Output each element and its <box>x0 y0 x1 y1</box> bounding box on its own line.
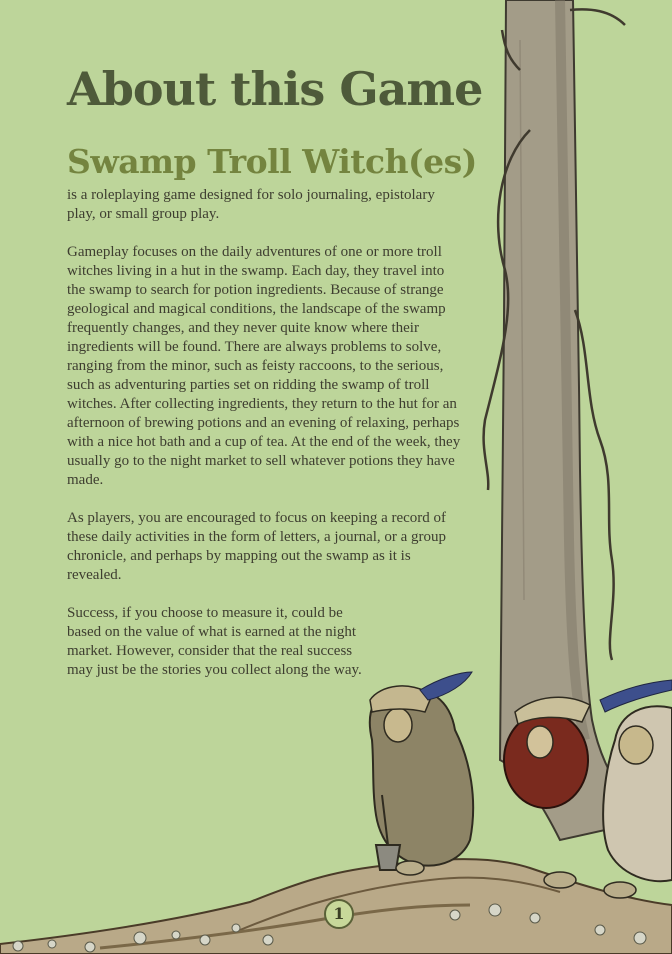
page-title: About this Game <box>67 62 483 116</box>
page-number: 1 <box>324 899 354 929</box>
left-troll-face <box>384 708 412 742</box>
red-troll-hair <box>504 712 588 808</box>
game-name-heading: Swamp Troll Witch(es) <box>67 142 477 181</box>
red-troll-face <box>527 726 553 758</box>
body-text <box>67 186 462 699</box>
paragraph-intro: is a roleplaying game designed for solo journaling, epistolary play, or small group play. <box>67 187 435 222</box>
paragraph-gameplay: Gameplay focuses on the daily adventures of one or more troll witches living in a hut in the swamp. Each day, they travel into the swamp to search for potion ingredients. Because of strange geological and magical conditions, the landscape of the swamp frequently changes, and they never quite know where their ingredients will be found. There are always problems to solve, ranging from the minor, such as feisty raccoons, to the serious, such as adventuring parties set on ridding the swamp of troll witches. After collecting ingredients, they return to the hut for an afternoon of brewing potions and an evening of relaxing, perhaps with a nice hot bath and a cup of tea. At the end of the week, they usually go to the night market to sell whatever potions they have made. <box>67 244 461 488</box>
paragraph-players: As players, you are encouraged to focus on keeping a record of these daily activities in the form of letters, a journal, or a group chronicle, and perhaps by mapping out the swamp as it is revealed. <box>67 510 447 583</box>
left-troll-body <box>370 688 473 866</box>
paragraph-success: Success, if you choose to measure it, could be based on the value of what is earned at the night market. However, consider that the real success may just be the stories you collect along the way. <box>67 605 362 678</box>
right-troll-face <box>619 726 653 764</box>
